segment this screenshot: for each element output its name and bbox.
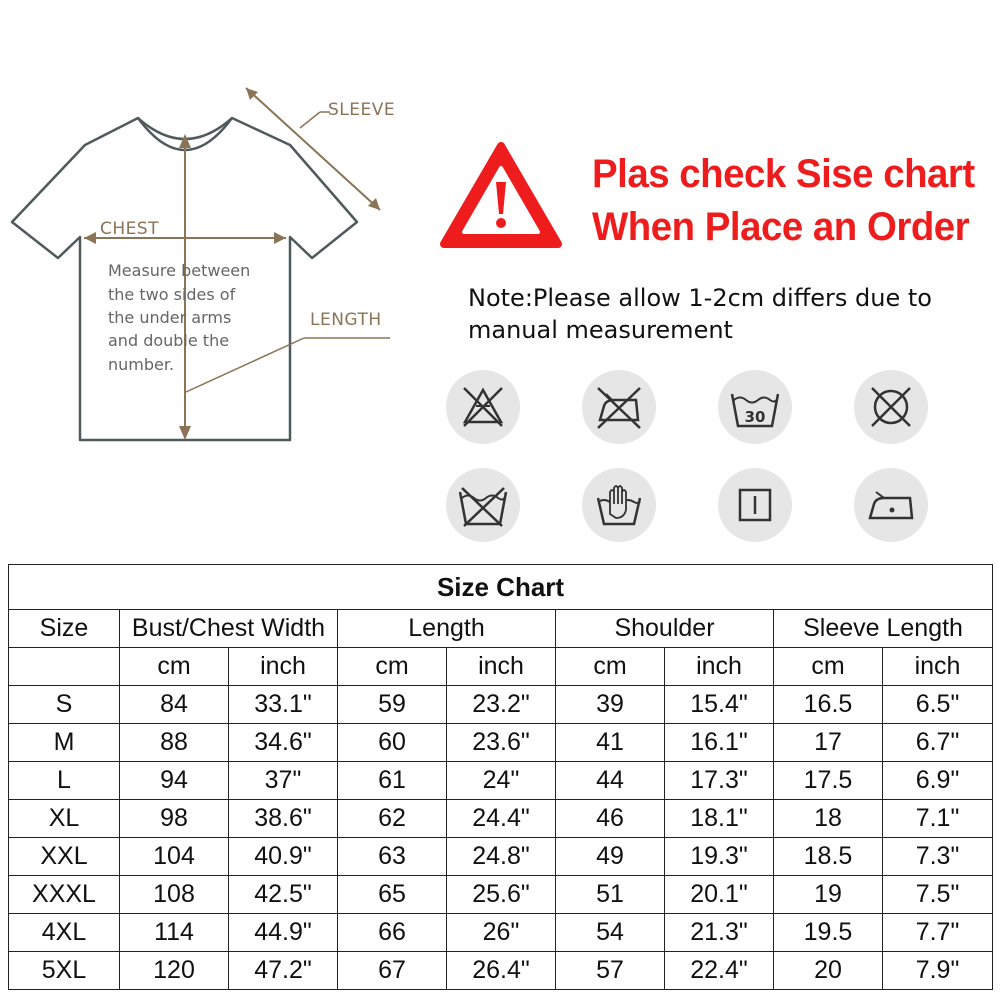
measurement-note: Note:Please allow 1-2cm differs due to manual measurement <box>468 284 932 344</box>
table-cell: 16.1" <box>665 724 774 762</box>
iron-low-icon <box>854 468 928 542</box>
size-chart-body <box>9 686 993 990</box>
table-cell: 26" <box>447 914 556 952</box>
column-header: Length <box>338 610 556 648</box>
table-cell: 61 <box>338 762 447 800</box>
table-cell: 18.5 <box>774 838 883 876</box>
table-cell: 114 <box>120 914 229 952</box>
hand-wash-icon <box>582 468 656 542</box>
wash-30-icon <box>718 370 792 444</box>
table-cell: 15.4" <box>665 686 774 724</box>
tshirt-outline-icon <box>0 60 420 460</box>
size-cell: M <box>9 724 120 762</box>
table-row <box>9 838 993 876</box>
table-cell: 19 <box>774 876 883 914</box>
size-cell: S <box>9 686 120 724</box>
table-cell: 6.5" <box>883 686 993 724</box>
do-not-iron-icon <box>582 370 656 444</box>
warning-triangle-icon <box>438 140 564 257</box>
unit-header: inch <box>229 648 338 686</box>
table-cell: 25.6" <box>447 876 556 914</box>
table-row <box>9 952 993 990</box>
table-cell: 41 <box>556 724 665 762</box>
table-row <box>9 724 993 762</box>
table-cell: 49 <box>556 838 665 876</box>
table-cell: 16.5 <box>774 686 883 724</box>
table-cell: 57 <box>556 952 665 990</box>
sleeve-label: SLEEVE <box>328 100 396 120</box>
do-not-wash-icon <box>446 468 520 542</box>
unit-header: cm <box>120 648 229 686</box>
table-cell: 120 <box>120 952 229 990</box>
size-chart-title: Size Chart <box>9 565 993 610</box>
measure-note-line: number. <box>108 355 175 374</box>
do-not-bleach-icon <box>446 370 520 444</box>
table-cell: 18.1" <box>665 800 774 838</box>
unit-header: inch <box>883 648 993 686</box>
table-cell: 7.5" <box>883 876 993 914</box>
table-cell: 62 <box>338 800 447 838</box>
size-cell: L <box>9 762 120 800</box>
table-cell: 39 <box>556 686 665 724</box>
table-cell: 66 <box>338 914 447 952</box>
table-cell: 18 <box>774 800 883 838</box>
table-cell: 20.1" <box>665 876 774 914</box>
table-cell: 60 <box>338 724 447 762</box>
table-cell: 63 <box>338 838 447 876</box>
table-cell: 104 <box>120 838 229 876</box>
measure-note-line: and double the <box>108 331 230 350</box>
table-cell: 23.6" <box>447 724 556 762</box>
column-header: Bust/Chest Width <box>120 610 338 648</box>
table-cell: 108 <box>120 876 229 914</box>
table-cell: 44.9" <box>229 914 338 952</box>
table-cell: 44 <box>556 762 665 800</box>
table-cell: 22.4" <box>665 952 774 990</box>
table-cell: 24.8" <box>447 838 556 876</box>
table-cell: 19.3" <box>665 838 774 876</box>
table-cell: 7.1" <box>883 800 993 838</box>
tshirt-measurement-diagram <box>0 60 420 460</box>
size-cell: XXL <box>9 838 120 876</box>
table-row <box>9 914 993 952</box>
column-header: Size <box>9 610 120 648</box>
table-cell: 46 <box>556 800 665 838</box>
chest-label: CHEST <box>100 219 160 239</box>
unit-header: cm <box>338 648 447 686</box>
unit-header: inch <box>447 648 556 686</box>
table-cell: 17 <box>774 724 883 762</box>
table-cell: 6.9" <box>883 762 993 800</box>
table-cell: 67 <box>338 952 447 990</box>
svg-text:30: 30 <box>744 408 766 426</box>
table-cell: 94 <box>120 762 229 800</box>
drip-dry-icon <box>718 468 792 542</box>
table-row <box>9 686 993 724</box>
warning-headline-line-2: When Place an Order <box>592 205 970 249</box>
table-cell: 24.4" <box>447 800 556 838</box>
do-not-dry-clean-icon <box>854 370 928 444</box>
unit-header-empty <box>9 648 120 686</box>
table-cell: 65 <box>338 876 447 914</box>
table-row <box>9 876 993 914</box>
size-cell: 4XL <box>9 914 120 952</box>
size-cell: XL <box>9 800 120 838</box>
unit-header: inch <box>665 648 774 686</box>
table-cell: 23.2" <box>447 686 556 724</box>
table-cell: 59 <box>338 686 447 724</box>
table-cell: 42.5" <box>229 876 338 914</box>
table-cell: 38.6" <box>229 800 338 838</box>
table-cell: 24" <box>447 762 556 800</box>
table-cell: 20 <box>774 952 883 990</box>
table-cell: 84 <box>120 686 229 724</box>
table-cell: 98 <box>120 800 229 838</box>
measure-note-line: the two sides of <box>108 285 236 304</box>
table-cell: 40.9" <box>229 838 338 876</box>
size-cell: 5XL <box>9 952 120 990</box>
measure-note-line: Measure between <box>108 261 251 280</box>
table-cell: 26.4" <box>447 952 556 990</box>
unit-header: cm <box>556 648 665 686</box>
column-header: Shoulder <box>556 610 774 648</box>
table-cell: 7.7" <box>883 914 993 952</box>
size-chart-table <box>8 564 993 990</box>
table-cell: 88 <box>120 724 229 762</box>
table-cell: 34.6" <box>229 724 338 762</box>
table-cell: 54 <box>556 914 665 952</box>
table-row <box>9 800 993 838</box>
length-label: LENGTH <box>310 310 382 330</box>
table-cell: 7.9" <box>883 952 993 990</box>
table-cell: 33.1" <box>229 686 338 724</box>
size-cell: XXXL <box>9 876 120 914</box>
column-header: Sleeve Length <box>774 610 993 648</box>
table-cell: 17.3" <box>665 762 774 800</box>
unit-header: cm <box>774 648 883 686</box>
table-cell: 19.5 <box>774 914 883 952</box>
table-cell: 17.5 <box>774 762 883 800</box>
warning-headline-line-1: Plas check Sise chart <box>592 152 975 196</box>
measure-note-line: the under arms <box>108 308 232 327</box>
table-cell: 7.3" <box>883 838 993 876</box>
table-cell: 21.3" <box>665 914 774 952</box>
table-row <box>9 762 993 800</box>
table-cell: 51 <box>556 876 665 914</box>
table-cell: 6.7" <box>883 724 993 762</box>
table-cell: 37" <box>229 762 338 800</box>
table-cell: 47.2" <box>229 952 338 990</box>
